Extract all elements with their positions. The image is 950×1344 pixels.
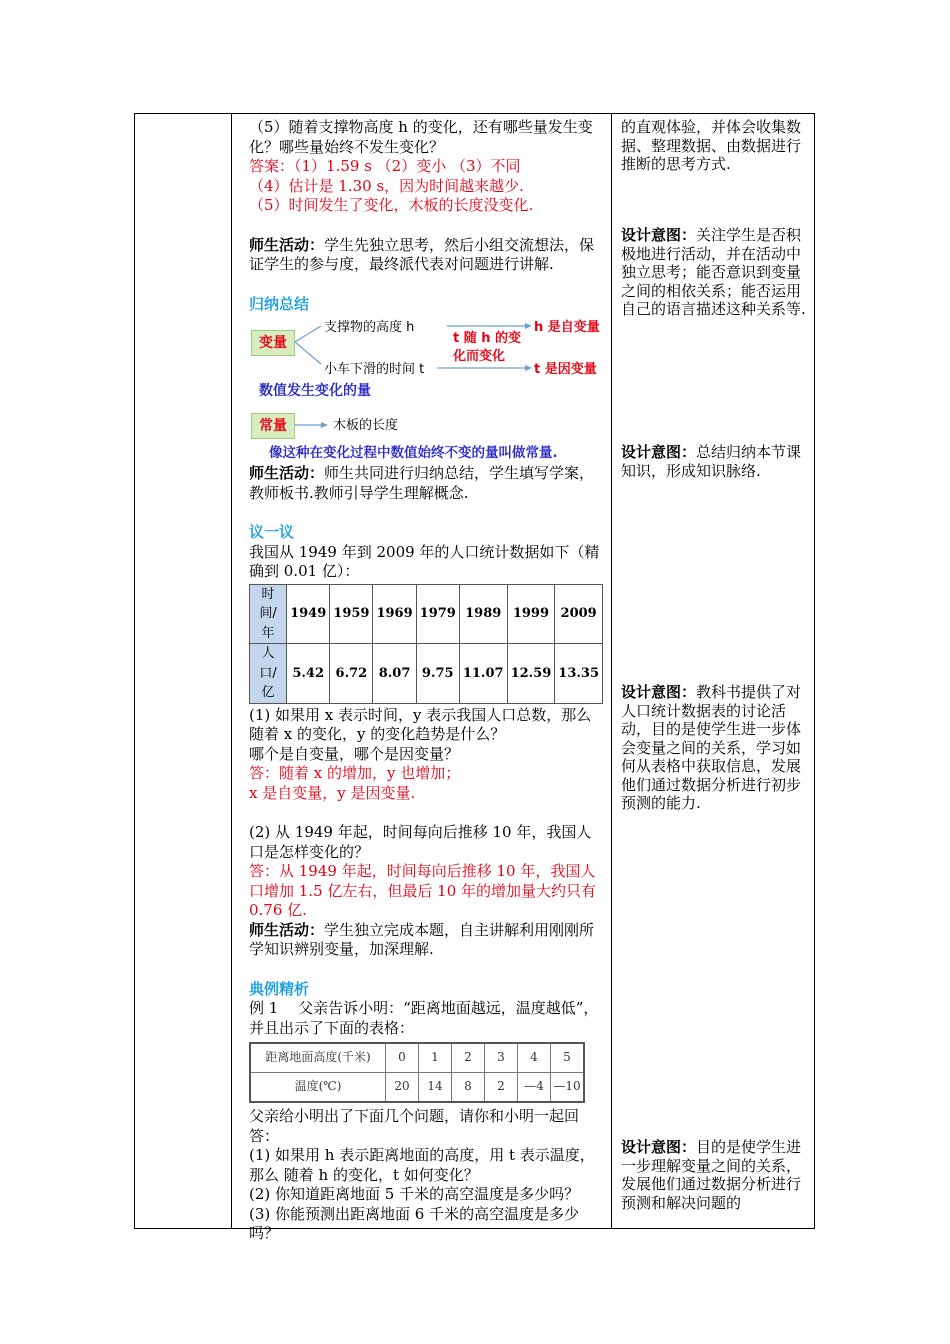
dependent-variable: t 是因变量: [534, 362, 597, 377]
answer-line-1: 答案：（1）1.59 s （2）变小 （3）不同: [249, 157, 521, 175]
temperature-table: [249, 1042, 585, 1103]
summary-heading: 归纳总结: [249, 294, 310, 313]
answer-line-2: （4）估计是 1.30 s，因为时间越来越少.: [249, 176, 524, 195]
discuss-answer-2: 答：从 1949 年起，时间每向后推移 10 年，我国人口增加 1.5 亿左右，但最后 10 年的增加量大约只有 0.76 亿.: [249, 862, 597, 919]
column-divider: [231, 114, 232, 1228]
discuss-heading: 议一议: [249, 523, 295, 541]
table-cell: 1979: [416, 584, 459, 644]
table-cell: 1: [419, 1043, 452, 1073]
discuss-question-2: (2) 从 1949 年起，时间每向后推移 10 年，我国人口是怎样变化的？: [249, 823, 592, 861]
branch-time: 小车下滑的时间 t: [324, 362, 425, 377]
discuss-question-1b: 哪个是自变量，哪个是因变量？: [249, 744, 460, 763]
table-cell: 1989: [459, 584, 507, 644]
independent-variable: h 是自变量: [534, 320, 600, 335]
variable-diagram: [249, 316, 603, 488]
constant-item: 木板的长度: [333, 418, 399, 433]
table-cell: 20: [386, 1073, 419, 1103]
table-cell: 8: [452, 1073, 485, 1103]
table-cell: 6.72: [330, 644, 373, 704]
variable-box: 变量: [251, 330, 295, 356]
table-cell: —10: [551, 1073, 585, 1103]
variable-definition: 数值发生变化的量: [259, 383, 371, 399]
question-5: （5）随着支撑物高度 h 的变化，还有哪些量发生变化？哪些量始终不发生变化？: [249, 118, 593, 156]
table-cell: 13.35: [555, 644, 603, 704]
branch-height: 支撑物的高度 h: [324, 320, 415, 335]
teacher-student-activity-1: 师生活动：学生先独立思考，然后小组交流想法，保证学生的参与度，最终派代表对问题进行讲解.: [249, 235, 595, 273]
table-row: [250, 1043, 584, 1073]
table-cell: 1959: [330, 584, 373, 644]
table-header: 人口/亿: [250, 644, 287, 704]
constant-box: 常量: [251, 413, 295, 439]
table-cell: 2: [452, 1043, 485, 1073]
table-cell: 0: [386, 1043, 419, 1073]
dependence-note-1: t 随 h 的变: [453, 331, 522, 346]
table-cell: 1949: [287, 584, 330, 644]
teacher-student-activity-2: 师生活动：师生共同进行归纳总结，学生填写学案，教师板书.教师引导学生理解概念.: [249, 464, 595, 502]
table-cell: 4: [518, 1043, 551, 1073]
lesson-table: [134, 113, 815, 1242]
table-header: 距离地面高度(千米): [250, 1043, 386, 1073]
table-cell: 9.75: [416, 644, 459, 704]
example-questions-intro: 父亲给小明出了下面几个问题，请你和小明一起回答：: [249, 1107, 580, 1145]
example-question-3: (3) 你能预测出距离地面 6 千米的高空温度是多少吗？: [249, 1204, 580, 1242]
design-intent-column: [617, 114, 812, 1212]
table-row: [250, 644, 603, 704]
design-intent-2: 设计意图：总结归纳本节课知识，形成知识脉络.: [621, 443, 802, 480]
design-intent-3: 设计意图：教科书提供了对人口统计数据表的讨论活动，目的是使学生进一步体会变量之间的关系，学习如何从表格中获取信息，发展他们通过数据分析进行初步预测的能力.: [621, 683, 802, 812]
table-header: 温度(℃): [250, 1073, 386, 1103]
table-row: [250, 1073, 584, 1103]
table-cell: 1969: [373, 584, 416, 644]
table-cell: —4: [518, 1073, 551, 1103]
design-intent-4: 设计意图：目的是使学生进一步理解变量之间的关系，发展他们通过数据分析进行预测和解决问题的: [621, 1138, 802, 1212]
example-question-1: (1) 如果用 h 表示距离地面的高度，用 t 表示温度，那么 随着 h 的变化，t 如何变化？: [249, 1146, 595, 1184]
answer-line-3: （5）时间发生了变化，木板的长度没变化.: [249, 196, 534, 214]
discuss-answer-1: 答：随着 x 的增加，y 也增加；: [249, 764, 461, 782]
table-cell: 12.59: [507, 644, 555, 704]
dependence-note-2: 化而变化: [453, 349, 506, 364]
discuss-question-1: (1) 如果用 x 表示时间，y 表示我国人口总数，那么随着 x 的变化，y 的变化趋势是什么？: [249, 705, 592, 743]
example-heading: 典例精析: [249, 979, 310, 998]
table-header: 时间/年: [250, 584, 287, 644]
discuss-answer-1b: x 是自变量，y 是因变量.: [249, 783, 416, 802]
table-row: [250, 584, 603, 644]
table-cell: 14: [419, 1073, 452, 1103]
table-cell: 1999: [507, 584, 555, 644]
activity-column: [241, 114, 609, 1244]
table-cell: 8.07: [373, 644, 416, 704]
table-cell: 2: [485, 1073, 518, 1103]
table-cell: 3: [485, 1043, 518, 1073]
example-intro: 例 1 父亲告诉小明：“距离地面越远，温度越低”，并且出示了下面的表格：: [249, 999, 599, 1037]
example-question-2: (2) 你知道距离地面 5 千米的高空温度是多少吗？: [249, 1185, 580, 1203]
column-divider: [611, 114, 612, 1228]
table-cell: 5: [551, 1043, 585, 1073]
table-cell: 2009: [555, 584, 603, 644]
design-intent-1: 设计意图：关注学生是否积极地进行活动，并在活动中独立思考；能否意识到变量之间的相依关系；能否运用自己的语言描述这种关系等.: [621, 226, 806, 318]
population-table: [249, 584, 603, 704]
teacher-student-activity-3: 师生活动：学生独立完成本题，自主讲解利用刚刚所学知识辨别变量，加深理解.: [249, 920, 595, 958]
discuss-intro: 我国从 1949 年到 2009 年的人口统计数据如下（精确到 0.01 亿）：: [249, 542, 600, 580]
intent-continuation: 的直观体验，并体会收集数据、整理数据、由数据进行推断的思考方式.: [621, 118, 802, 173]
table-cell: 5.42: [287, 644, 330, 704]
constant-definition: 像这种在变化过程中数值始终不变的量叫做常量.: [269, 445, 558, 461]
table-cell: 11.07: [459, 644, 507, 704]
